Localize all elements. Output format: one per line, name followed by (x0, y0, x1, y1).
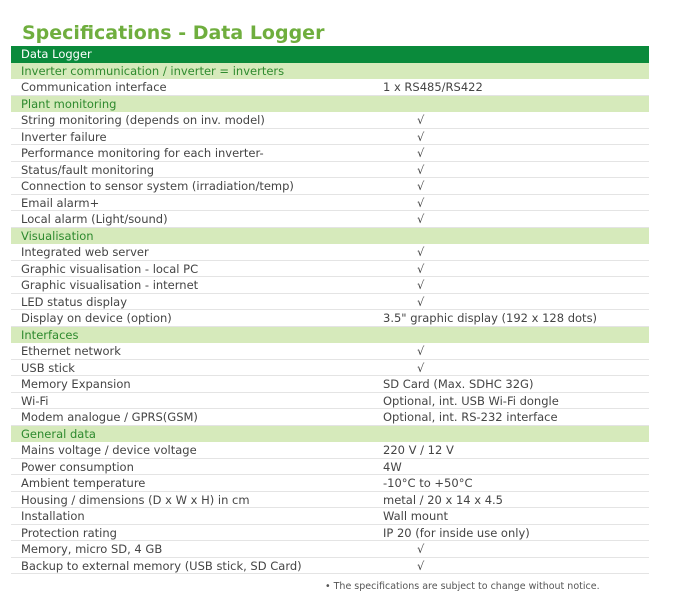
row-label: Memory, micro SD, 4 GB (21, 542, 163, 556)
table-row (11, 129, 649, 146)
row-label: String monitoring (depends on inv. model) (21, 113, 265, 127)
table-row (11, 442, 649, 459)
table-row (11, 244, 649, 261)
check-icon: √ (417, 278, 425, 292)
row-label: Local alarm (Light/sound) (21, 212, 168, 226)
table-row (11, 294, 649, 311)
section-header (11, 426, 649, 443)
row-label: General data (21, 426, 96, 441)
row-label: Inverter failure (21, 129, 107, 144)
row-label: Visualisation (21, 228, 94, 243)
table-row (11, 541, 649, 558)
row-label: Integrated web server (21, 245, 149, 259)
row-value: 1 x RS485/RS422 (383, 80, 483, 94)
row-label: Interfaces (21, 327, 79, 342)
row-label: USB stick (21, 360, 75, 375)
row-value: metal / 20 x 14 x 4.5 (383, 492, 504, 507)
spec-table (11, 46, 649, 574)
table-header (11, 46, 649, 63)
row-value: IP 20 (for inside use only) (383, 525, 530, 540)
table-row (11, 195, 649, 212)
table-row (11, 277, 649, 294)
row-label: Connection to sensor system (irradiation/temp) (21, 179, 294, 193)
row-value: 3.5" graphic display (192 x 128 dots) (383, 311, 598, 325)
check-icon: √ (417, 162, 425, 177)
row-label: Power consumption (21, 459, 134, 474)
section-header (11, 327, 649, 344)
row-label: Protection rating (21, 525, 117, 540)
check-icon: √ (417, 146, 425, 160)
table-row (11, 393, 649, 410)
table-row (11, 343, 649, 360)
table-row (11, 178, 649, 195)
table-row (11, 376, 649, 393)
table-row (11, 211, 649, 228)
check-icon: √ (417, 113, 425, 127)
row-label: Installation (21, 509, 85, 523)
footnote: • The specifications are subject to change without notice. (325, 581, 600, 592)
table-row (11, 525, 649, 542)
check-icon: √ (417, 261, 425, 276)
table-body (11, 63, 649, 575)
check-icon: √ (417, 245, 425, 259)
row-value: Wall mount (383, 509, 449, 523)
row-label: Housing / dimensions (D x W x H) in cm (21, 492, 250, 507)
table-row (11, 310, 649, 327)
row-label: Ambient temperature (21, 476, 146, 490)
section-header (11, 228, 649, 245)
page-title: Specifications - Data Logger (22, 22, 325, 44)
table-row (11, 508, 649, 525)
row-label: Backup to external memory (USB stick, SD Card) (21, 558, 302, 573)
row-label: Inverter communication / inverter = inverters (21, 63, 285, 78)
row-value: 4W (383, 459, 402, 474)
row-label: Mains voltage / device voltage (21, 443, 197, 457)
row-label: Display on device (option) (21, 311, 172, 325)
row-label: Graphic visualisation - internet (21, 278, 199, 292)
row-label: Ethernet network (21, 344, 121, 358)
row-label: Communication interface (21, 80, 167, 94)
row-label: Modem analogue / GPRS(GSM) (21, 410, 198, 424)
row-label: Performance monitoring for each inverter- (21, 146, 264, 160)
row-value: Optional, int. USB Wi-Fi dongle (383, 393, 559, 408)
row-label: Memory Expansion (21, 377, 131, 391)
check-icon: √ (417, 558, 425, 573)
table-row (11, 409, 649, 426)
check-icon: √ (417, 129, 425, 144)
check-icon: √ (417, 344, 425, 358)
check-icon: √ (417, 195, 425, 210)
check-icon: √ (417, 294, 425, 309)
row-value: -10°C to +50°C (383, 476, 473, 490)
row-label: Status/fault monitoring (21, 162, 155, 177)
table-row (11, 162, 649, 179)
table-header-label: Data Logger (21, 47, 92, 61)
row-label: Graphic visualisation - local PC (21, 261, 199, 276)
check-icon: √ (417, 179, 425, 193)
check-icon: √ (417, 542, 425, 556)
row-label: LED status display (21, 294, 128, 309)
table-row (11, 112, 649, 129)
table-row (11, 475, 649, 492)
check-icon: √ (417, 212, 425, 226)
table-row (11, 360, 649, 377)
row-label: Wi-Fi (21, 393, 49, 408)
section-header (11, 63, 649, 80)
table-row (11, 79, 649, 96)
row-value: SD Card (Max. SDHC 32G) (383, 377, 534, 391)
table-row (11, 492, 649, 509)
section-header (11, 96, 649, 113)
row-label: Email alarm+ (21, 195, 100, 210)
row-label: Plant monitoring (21, 96, 117, 111)
table-row (11, 145, 649, 162)
check-icon: √ (417, 360, 425, 375)
row-value: Optional, int. RS-232 interface (383, 410, 558, 424)
table-row (11, 459, 649, 476)
table-row (11, 261, 649, 278)
table-row (11, 558, 649, 575)
row-value: 220 V / 12 V (383, 443, 454, 457)
